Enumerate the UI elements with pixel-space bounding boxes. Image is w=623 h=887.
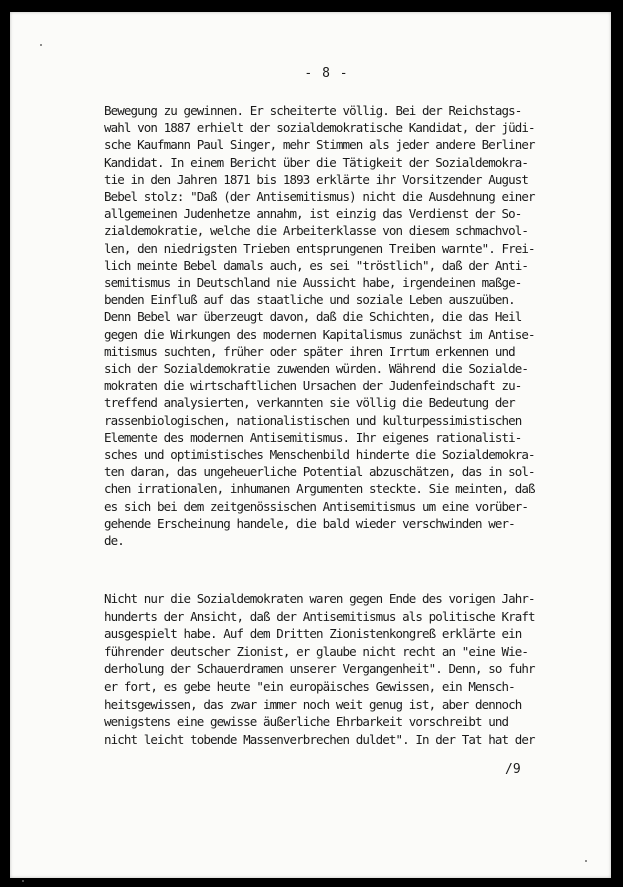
text-line: Denn Bebel war überzeugt davon, daß die Schichten, die das Heil xyxy=(104,309,522,325)
text-line: er fort, es gebe heute "ein europäisches Gewissen, ein Mensch- xyxy=(104,679,515,694)
text-line: ausgespielt habe. Auf dem Dritten Zionistenkongreß erklärte ein xyxy=(104,626,522,642)
text-line: tie in den Jahren 1871 bis 1893 erklärte ihr Vorsitzender August xyxy=(104,171,529,187)
scan-speck xyxy=(585,860,587,862)
text-line: derholung der Schauerdramen unserer Vergangenheit". Denn, so fuhr xyxy=(104,661,535,677)
text-line: lich meinte Bebel damals auch, es sei "tröstlich", daß der Anti- xyxy=(104,257,529,273)
text-line: rassenbiologischen, nationalistischen und kulturpessimistischen xyxy=(104,412,522,428)
next-page-marker: /9 xyxy=(505,762,521,777)
text-line: Kandidat. In einem Bericht über die Tätigkeit der Sozialdemokra- xyxy=(104,154,529,170)
text-line: nicht leicht tobende Massenverbrechen duldet". In der Tat hat der xyxy=(104,731,535,747)
text-line: hunderts der Ansicht, daß der Antisemitismus als politische Kraft xyxy=(104,608,535,624)
text-line: Bewegung zu gewinnen. Er scheiterte völlig. Bei der Reichstags- xyxy=(104,103,522,118)
text-line: wenigstens eine gewisse äußerliche Ehrbarkeit vorschreibt und xyxy=(104,714,509,730)
text-line: sches und optimistisches Menschenbild hinderte die Sozialdemokra- xyxy=(104,447,535,462)
text-line: sche Kaufmann Paul Singer, mehr Stimmen als jeder andere Berliner xyxy=(104,137,535,153)
text-line: ten daran, das ungeheuerliche Potential abzuschätzen, das in sol- xyxy=(104,464,535,480)
scan-speck xyxy=(40,44,42,46)
page-number: - 8 - xyxy=(304,66,349,81)
text-line: Bebel stolz: "Daß (der Antisemitismus) nicht die Ausdehnung einer xyxy=(104,189,535,204)
text-line: Nicht nur die Sozialdemokraten waren gegen Ende des vorigen Jahr- xyxy=(104,591,535,606)
text-line: benden Einfluß auf das staatliche und soziale Leben auszuüben. xyxy=(104,292,515,308)
text-line: allgemeinen Judenhetze annahm, ist einzig das Verdienst der So- xyxy=(104,206,522,222)
text-line: heitsgewissen, das zwar immer noch weit genug ist, aber dennoch xyxy=(104,696,522,712)
text-line: gehende Erscheinung handele, die bald wieder verschwinden wer- xyxy=(104,515,515,531)
text-line: zialdemokratie, welche die Arbeiterklasse von diesem schmachvol- xyxy=(104,223,529,239)
text-line: semitismus in Deutschland nie Aussicht habe, irgendeinen maßge- xyxy=(104,275,522,290)
text-line: treffend analysierten, verkannten sie völlig die Bedeutung der xyxy=(104,395,515,411)
text-line: mokraten die wirtschaftlichen Ursachen der Judenfeindschaft zu- xyxy=(104,378,522,394)
text-line: de. xyxy=(104,533,124,548)
text-line: führender deutscher Zionist, er glaube nicht recht an "eine Wie- xyxy=(104,643,529,659)
text-line: Elemente des modernen Antisemitismus. Ihr eigenes rationalisti- xyxy=(104,429,522,445)
text-line: chen irrationalen, inhumanen Argumenten steckte. Sie meinten, daß xyxy=(104,481,535,497)
text-line: es sich bei dem zeitgenössischen Antisemitismus um eine vorüber- xyxy=(104,498,529,514)
scan-speck xyxy=(22,880,24,882)
text-line: len, den niedrigsten Trieben entsprungenen Treiben warnte". Frei- xyxy=(104,240,535,256)
text-line: wahl von 1887 erhielt der sozialdemokratische Kandidat, der jüdi- xyxy=(104,120,535,136)
text-line: mitismus suchten, früher oder später ihren Irrtum erkennen und xyxy=(104,343,515,359)
text-line: sich der Sozialdemokratie zuwenden würden. Während die Sozialde- xyxy=(104,361,529,376)
text-line: gegen die Wirkungen des modernen Kapitalismus zunächst im Antise- xyxy=(104,326,535,342)
